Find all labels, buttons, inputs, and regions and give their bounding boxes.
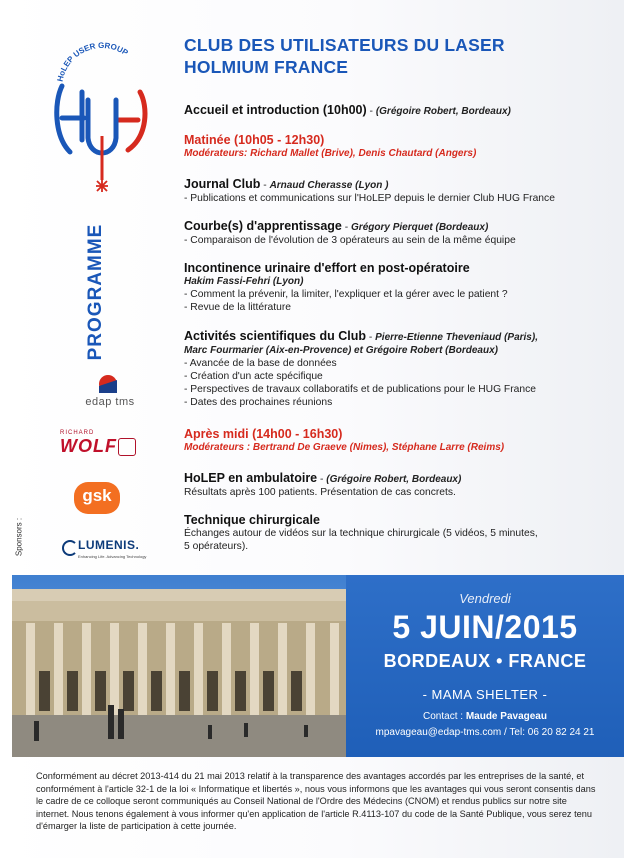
item-welcome xyxy=(184,104,594,118)
item-speaker: Pierre-Etienne Theveniaud (Paris), xyxy=(375,332,538,343)
item-activites xyxy=(184,330,594,409)
legal-notice: Conformément au décret 2013-414 du 21 mai 2013 relatif à la transparence des avantages accordés par les entreprises de la santé, et conformément à l'article 32-1 de la loi « Informatique et libertés », nous vous informons que les avantages qui vous seront consentis dans le cadre de ce colloque seront communiqués au Conseil National de l'Ordre des Médecins (CNOM) et rendus publics sur notre site internet. Nous tenons également à vous informer qu'en application de l'article R.4113-107 du code de la Santé Publique, vous serez tenu d'émarger la liste de participation à cette journée. xyxy=(36,771,596,832)
item-speaker: Marc Fourmarier (Aix-en-Provence) et Grégoire Robert (Bordeaux) xyxy=(184,345,498,356)
item-heading: Journal Club xyxy=(184,177,261,191)
wolf-small-text: RICHARD xyxy=(60,430,95,436)
separator: - xyxy=(341,222,352,233)
event-contact xyxy=(346,711,624,722)
event-date: 5 JUIN/2015 xyxy=(392,609,578,645)
programme-vertical-label: PROGRAMME xyxy=(85,223,106,361)
morning-heading: Matinée (10h05 - 12h30) xyxy=(184,133,325,147)
item-line: Résultats après 100 patients. Présentation de cas concrets. xyxy=(184,487,456,498)
section-afternoon xyxy=(184,428,594,454)
gsk-logo xyxy=(74,482,120,516)
lumenis-logo xyxy=(62,536,152,564)
item-heading: HoLEP en ambulatoire xyxy=(184,471,318,485)
item-speaker: Grégory Pierquet (Bordeaux) xyxy=(351,222,489,233)
item-heading: Activités scientifiques du Club xyxy=(184,329,366,343)
svg-text:HoLEP USER GROUP: HoLEP USER GROUP xyxy=(55,40,130,83)
item-incontinence xyxy=(184,262,594,314)
gsk-text: gsk xyxy=(82,486,112,505)
item-line: - Dates des prochaines réunions xyxy=(184,397,333,408)
item-speaker: (Grégoire Robert, Bordeaux) xyxy=(326,474,462,485)
item-heading: Incontinence urinaire d'effort en post-opératoire xyxy=(184,261,470,275)
separator: - xyxy=(365,332,376,343)
item-technique xyxy=(184,514,594,553)
wolf-text: WOLF xyxy=(60,436,117,456)
grand-theatre-photo xyxy=(12,575,346,757)
item-line: - Revue de la littérature xyxy=(184,302,292,313)
item-heading: Courbe(s) d'apprentissage xyxy=(184,219,342,233)
item-journal-club xyxy=(184,178,594,205)
separator: - xyxy=(260,180,270,191)
item-courbe xyxy=(184,220,594,247)
morning-moderators: Modérateurs: Richard Mallet (Brive), Denis Chautard (Angers) xyxy=(184,148,477,159)
sponsors-label: Sponsors : xyxy=(14,517,24,557)
item-line: Échanges autour de vidéos sur la technique chirurgicale (5 vidéos, 5 minutes, xyxy=(184,528,538,539)
afternoon-moderators: Modérateurs : Bertrand De Graeve (Nimes), Stéphane Larre (Reims) xyxy=(184,442,505,453)
contact-label: Contact : xyxy=(423,711,466,722)
item-ambulatoire xyxy=(184,472,594,499)
separator: - xyxy=(366,106,376,117)
hug-emblem-icon xyxy=(48,40,156,200)
item-heading: Technique chirurgicale xyxy=(184,513,320,527)
section-morning xyxy=(184,134,594,160)
wolf-mark-icon xyxy=(118,438,136,456)
item-speaker: Hakim Fassi-Fehri (Lyon) xyxy=(184,276,304,287)
edap-tms-logo xyxy=(80,374,136,414)
lumenis-tagline: Enhancing Life. Advancing Technology xyxy=(78,554,147,559)
event-info-panel xyxy=(346,575,624,757)
contact-name: Maude Pavageau xyxy=(465,711,547,722)
item-speaker: Arnaud Cherasse (Lyon ) xyxy=(269,180,389,191)
item-line: 5 opérateurs). xyxy=(184,541,249,552)
hug-logo xyxy=(48,40,156,200)
title-line-1: CLUB DES UTILISATEURS DU LASER xyxy=(184,35,505,55)
item-line: - Perspectives de travaux collaboratifs et de publications pour le HUG France xyxy=(184,384,536,395)
item-line: - Publications et communications sur l'HoLEP depuis le dernier Club HUG France xyxy=(184,193,555,204)
afternoon-heading: Après midi (14h00 - 16h30) xyxy=(184,427,343,441)
event-city: BORDEAUX • FRANCE xyxy=(383,651,587,671)
edap-mark-icon xyxy=(98,374,118,394)
event-venue: - MAMA SHELTER - xyxy=(422,687,548,702)
edap-text: edap tms xyxy=(85,396,135,408)
item-line: - Comment la prévenir, la limiter, l'expliquer et la gérer avec le patient ? xyxy=(184,289,508,300)
title-line-2: HOLMIUM FRANCE xyxy=(184,57,349,77)
item-line: - Création d'un acte spécifique xyxy=(184,371,323,382)
contact-email-phone: mpavageau@edap-tms.com / Tel: 06 20 82 24 21 xyxy=(375,727,595,738)
item-heading: Accueil et introduction (10h00) xyxy=(184,103,367,117)
item-speaker: (Grégoire Robert, Bordeaux) xyxy=(375,106,511,117)
separator: - xyxy=(317,474,327,485)
lumenis-ring-icon xyxy=(62,540,78,556)
item-line: - Comparaison de l'évolution de 3 opérateurs au sein de la même équipe xyxy=(184,235,516,246)
richard-wolf-logo xyxy=(58,430,138,460)
item-line: - Avancée de la base de données xyxy=(184,358,337,369)
event-band xyxy=(12,575,624,757)
event-day: Vendredi xyxy=(459,591,511,606)
building-photo-icon xyxy=(12,575,346,757)
page-title xyxy=(184,34,604,78)
lumenis-text: LUMENIS. xyxy=(78,538,140,552)
